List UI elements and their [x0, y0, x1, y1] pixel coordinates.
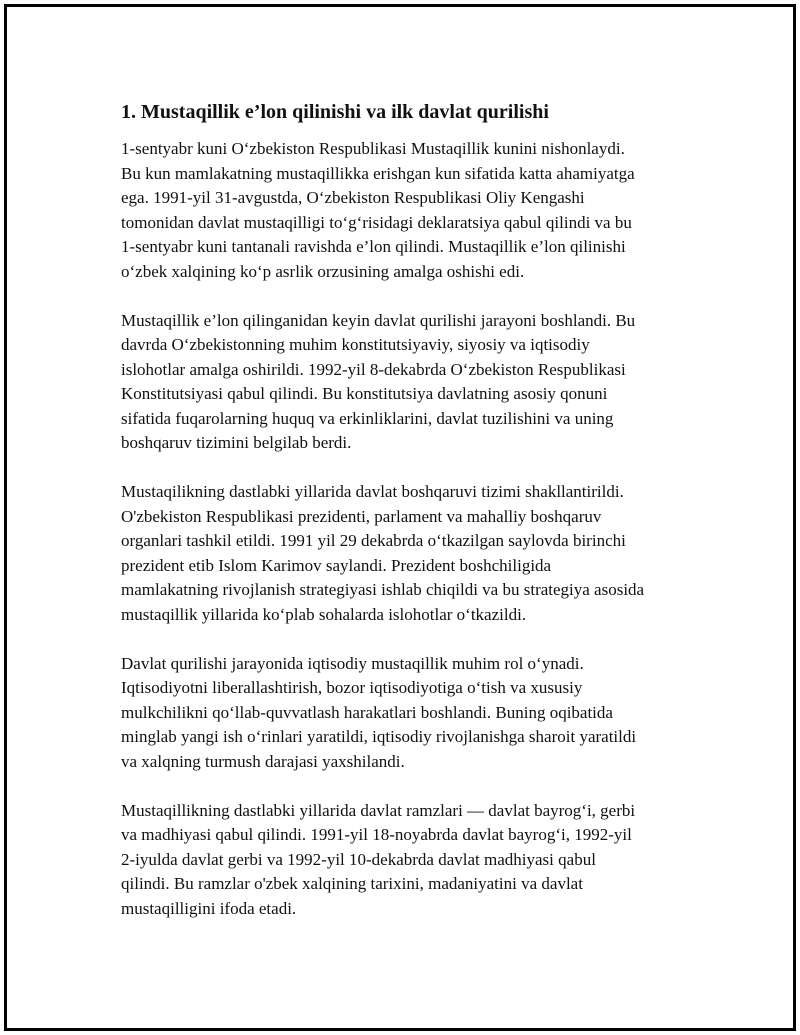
paragraph-line: Mustaqillik e’lon qilinganidan keyin davlat qurilishi jarayoni boshlandi. Bu — [121, 310, 636, 330]
paragraph-line: mamlakatning rivojlanish strategiyasi ishlab chiqildi va bu strategiya asosida — [121, 580, 645, 599]
paragraph-line: ega. 1991-yil 31-avgustda, O‘zbekiston Respublikasi Oliy Kengashi — [121, 188, 585, 207]
paragraph-line: mustaqilligini ifoda etadi. — [121, 898, 297, 918]
paragraph-line: o‘zbek xalqining ko‘p asrlik orzusining amalga oshishi edi. — [121, 261, 525, 281]
paragraph-line: Iqtisodiyotni liberallashtirish, bozor iqtisodiyotiga o‘tish va xususiy — [121, 678, 583, 697]
paragraph-line: islohotlar amalga oshirildi. 1992-yil 8-dekabrda O‘zbekiston Respublikasi — [121, 359, 626, 379]
document-page — [4, 4, 796, 1031]
paragraph-line: sifatida fuqarolarning huquq va erkinliklarini, davlat tuzilishini va uning — [121, 408, 614, 428]
paragraph — [121, 137, 701, 284]
paragraph-line: Mustaqillikning dastlabki yillarida davlat ramzlari — davlat bayrog‘i, gerbi — [121, 800, 636, 820]
paragraph-line: mustaqillik yillarida ko‘plab sohalarda islohotlar o‘tkazildi. — [121, 604, 527, 624]
paragraph-line: Konstitutsiyasi qabul qilindi. Bu konstitutsiya davlatning asosiy qonuni — [121, 384, 608, 403]
paragraph-line: davrda O‘zbekistonning muhim konstitutsiyaviy, siyosiy va iqtisodiy — [121, 335, 590, 354]
paragraph-line: minglab yangi ish o‘rinlari yaratildi, iqtisodiy rivojlanishga sharoit yaratildi — [121, 727, 637, 746]
paragraph-line: O'zbekiston Respublikasi prezidenti, parlament va mahalliy boshqaruv — [121, 506, 602, 526]
paragraph-line: Davlat qurilishi jarayonida iqtisodiy mustaqillik muhim rol o‘ynadi. — [121, 653, 584, 673]
paragraph — [121, 652, 701, 775]
paragraph-line: organlari tashkil etildi. 1991 yil 29 dekabrda o‘tkazilgan saylovda birinchi — [121, 531, 626, 550]
paragraph-line: Mustaqilikning dastlabki yillarida davlat boshqaruvi tizimi shakllantirildi. — [121, 482, 624, 501]
paragraph-line: mulkchilikni qo‘llab-quvvatlash harakatlari boshlandi. Buning oqibatida — [121, 702, 613, 722]
paragraph-line: qilindi. Bu ramzlar o'zbek xalqining tarixini, madaniyatini va davlat — [121, 874, 583, 893]
paragraph-line: va xalqning turmush darajasi yaxshilandi. — [121, 751, 405, 771]
paragraph-line: 2-iyulda davlat gerbi va 1992-yil 10-dekabrda davlat madhiyasi qabul — [121, 849, 596, 869]
section-heading: 1. Mustaqillik e’lon qilinishi va ilk davlat qurilishi — [121, 101, 549, 123]
paragraph-line: va madhiyasi qabul qilindi. 1991-yil 18-noyabrda davlat bayrog‘i, 1992-yil — [121, 825, 632, 844]
paragraph-list — [121, 137, 701, 921]
paragraph-line: boshqaruv tizimini belgilab berdi. — [121, 433, 352, 452]
paragraph-line: Bu kun mamlakatning mustaqillikka erishgan kun sifatida katta ahamiyatga — [121, 163, 635, 183]
paragraph-line: 1-sentyabr kuni O‘zbekiston Respublikasi Mustaqillik kunini nishonlaydi. — [121, 139, 625, 158]
paragraph-line: prezident etib Islom Karimov saylandi. Prezident boshchiligida — [121, 555, 552, 575]
paragraph-line: 1-sentyabr kuni tantanali ravishda e’lon qilindi. Mustaqillik e’lon qilinishi — [121, 237, 626, 256]
paragraph — [121, 799, 701, 922]
paragraph-line: tomonidan davlat mustaqilligi to‘g‘risidagi deklaratsiya qabul qilindi va bu — [121, 212, 632, 232]
paragraph — [121, 309, 701, 456]
document-body — [121, 97, 701, 946]
paragraph — [121, 480, 701, 627]
